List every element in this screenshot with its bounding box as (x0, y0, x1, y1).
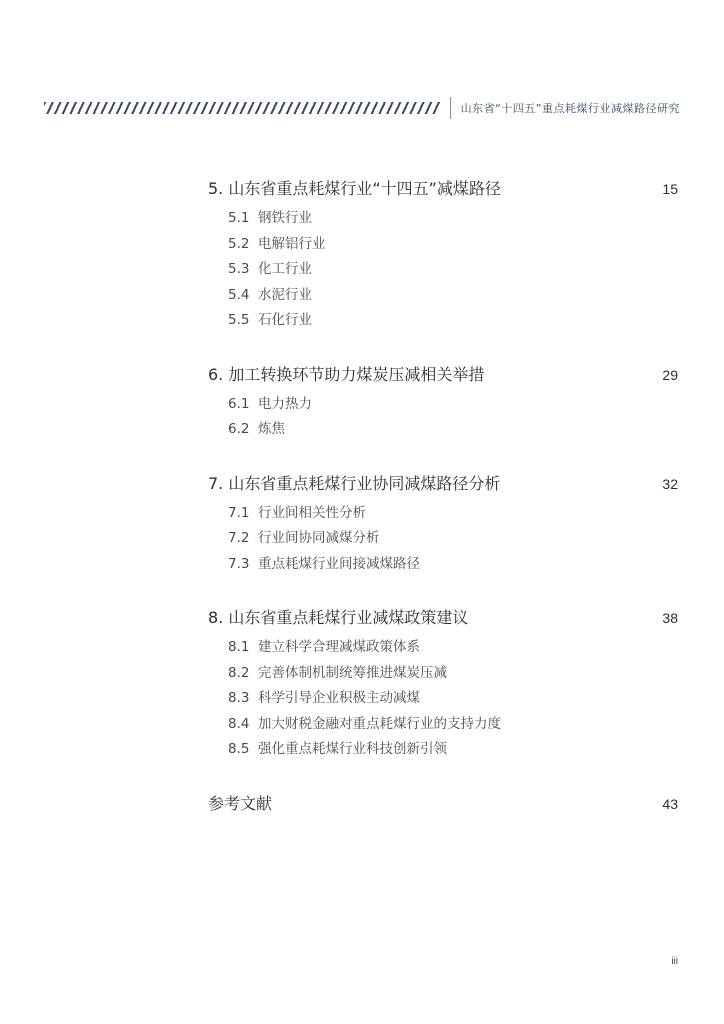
subsection-number: 8.3 (228, 690, 250, 706)
subsection-number: 5.4 (228, 286, 250, 303)
section-title: 8. 山东省重点耗煤行业减煤政策建议 (208, 608, 469, 627)
subsection-number: 5.5 (228, 312, 250, 328)
section-title: 7. 山东省重点耗煤行业协同减煤路径分析 (208, 473, 501, 493)
subsection-label: 化工行业 (258, 261, 312, 277)
subsection-label: 科学引导企业积极主动减煤 (258, 690, 420, 706)
toc-subsection-entry[interactable] (208, 635, 678, 661)
toc-subsection-entry[interactable] (208, 232, 678, 258)
toc-subsection-entry[interactable] (208, 283, 678, 309)
toc-subsection-entry[interactable] (208, 737, 678, 763)
running-header (44, 98, 680, 118)
toc-subsection-entry[interactable] (208, 686, 678, 712)
references-page-number: 43 (662, 795, 678, 812)
toc-section (208, 471, 678, 578)
section-page-number: 15 (662, 181, 678, 197)
toc-subsection-entry[interactable] (208, 257, 678, 283)
toc-subsection-entry[interactable] (208, 501, 678, 527)
section-page-number: 32 (662, 475, 678, 492)
subsection-number: 6.2 (228, 421, 250, 437)
subsection-number: 7.1 (228, 504, 250, 521)
section-page-number: 29 (662, 366, 678, 383)
toc-subsection-entry[interactable] (208, 526, 678, 552)
toc-subsection-entry[interactable] (208, 661, 678, 687)
subsection-label: 电力热力 (258, 395, 312, 412)
section-title: 5. 山东省重点耗煤行业“十四五”减煤路径 (208, 179, 501, 198)
toc-references-entry[interactable] (208, 791, 678, 817)
references-title: 参考文献 (208, 793, 273, 813)
subsection-number: 7.2 (228, 530, 250, 546)
section-page-number: 38 (662, 610, 678, 626)
table-of-contents (208, 176, 678, 845)
subsection-number: 6.1 (228, 395, 250, 412)
subsection-label: 加大财税金融对重点耗煤行业的支持力度 (258, 715, 501, 732)
subsection-number: 8.4 (228, 715, 250, 732)
toc-section-entry[interactable] (208, 176, 678, 202)
toc-section (208, 605, 678, 763)
subsection-label: 强化重点耗煤行业科技创新引领 (258, 741, 447, 757)
subsection-number: 8.2 (228, 664, 250, 681)
subsection-label: 炼焦 (258, 421, 285, 437)
toc-subsection-entry[interactable] (208, 308, 678, 334)
section-title: 6. 加工转换环节助力煤炭压减相关举措 (208, 364, 485, 384)
subsection-label: 完善体制机制统筹推进煤炭压减 (258, 664, 447, 681)
toc-subsection-entry[interactable] (208, 552, 678, 578)
toc-references (208, 791, 678, 817)
toc-section-entry[interactable] (208, 362, 678, 388)
subsection-number: 5.2 (228, 235, 250, 252)
subsection-label: 行业间相关性分析 (258, 504, 366, 521)
page-number: iii (671, 956, 678, 967)
toc-subsection-entry[interactable] (208, 206, 678, 232)
subsection-number: 8.1 (228, 639, 250, 655)
toc-section-entry[interactable] (208, 605, 678, 631)
toc-subsection-entry[interactable] (208, 417, 678, 443)
subsection-number: 5.1 (228, 210, 250, 226)
header-title: 山东省“十四五”重点耗煤行业减煤路径研究 (460, 102, 680, 115)
toc-section (208, 176, 678, 334)
toc-section-entry[interactable] (208, 471, 678, 497)
subsection-number: 5.3 (228, 261, 250, 277)
subsection-label: 重点耗煤行业间接减煤路径 (258, 555, 420, 572)
subsection-label: 行业间协同减煤分析 (258, 530, 380, 546)
subsection-label: 建立科学合理减煤政策体系 (258, 639, 420, 655)
toc-section (208, 362, 678, 443)
toc-subsection-entry[interactable] (208, 392, 678, 418)
subsection-number: 8.5 (228, 741, 250, 757)
subsection-label: 电解铝行业 (258, 235, 326, 252)
toc-subsection-entry[interactable] (208, 712, 678, 738)
subsection-label: 石化行业 (258, 312, 312, 328)
header-divider (450, 97, 451, 119)
subsection-label: 钢铁行业 (258, 210, 312, 226)
subsection-label: 水泥行业 (258, 286, 312, 303)
header-hatch-decoration (44, 102, 440, 114)
subsection-number: 7.3 (228, 555, 250, 572)
